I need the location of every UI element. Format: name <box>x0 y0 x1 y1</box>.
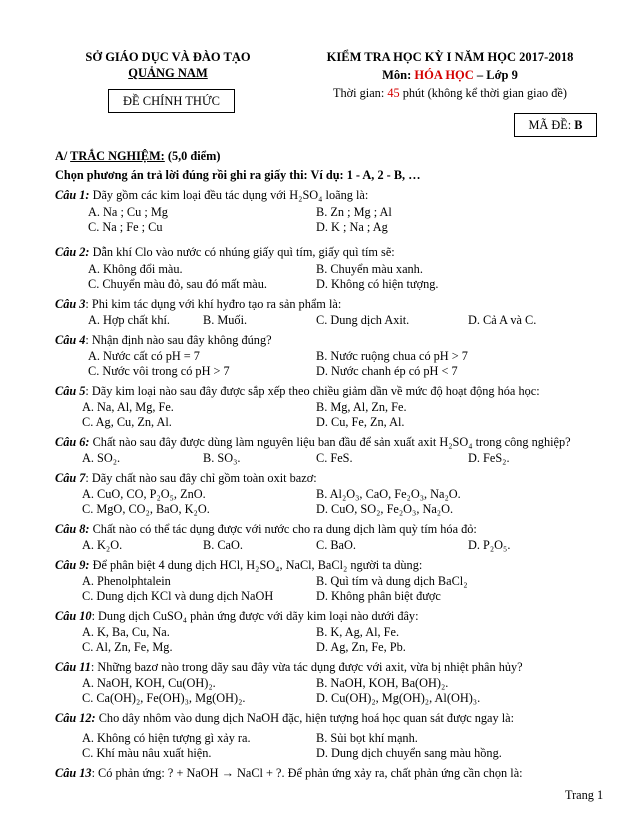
subject-prefix: Môn: <box>382 68 415 82</box>
option-3d: D. Cả A và C. <box>468 313 537 327</box>
time-suffix: phút (không kể thời gian giao đề) <box>399 86 567 100</box>
option-11b: B. NaOH, KOH, Ba(OH)₂. <box>316 676 449 690</box>
option-3a: A. Hợp chất khí. <box>88 313 170 327</box>
official-label: ĐỀ CHÍNH THỨC <box>123 94 220 108</box>
option-9a: A. Phenolphtalein <box>82 574 171 588</box>
subject-line <box>300 68 600 83</box>
question-4: Câu 4: Nhận định nào sau đây không đúng? <box>55 333 272 347</box>
option-6b: B. SO₃. <box>203 451 241 465</box>
option-11d: D. Cu(OH)₂, Mg(OH)₂, Al(OH)₃. <box>316 691 481 705</box>
option-12a: A. Không có hiện tượng gì xảy ra. <box>82 731 251 745</box>
option-7b: B. Al₂O₃, CaO, Fe₂O₃, Na₂O. <box>316 487 461 501</box>
section-title: TRẮC NGHIỆM: <box>70 149 165 163</box>
option-2d: D. Không có hiện tượng. <box>316 277 439 291</box>
option-9d: D. Không phân biệt được <box>316 589 441 603</box>
option-4b: B. Nước ruộng chua có pH > 7 <box>316 349 468 363</box>
option-11a: A. NaOH, KOH, Cu(OH)₂. <box>82 676 216 690</box>
question-11: Câu 11: Những bazơ nào trong dãy sau đây vừa tác dụng được với axit, vừa bị nhiệt phân hủy? <box>55 660 523 674</box>
subject-name: HÓA HỌC <box>414 68 474 82</box>
option-12b: B. Sủi bọt khí mạnh. <box>316 731 418 745</box>
exam-code-label: MÃ ĐỀ: <box>528 118 575 132</box>
question-3: Câu 3: Phi kim tác dụng với khí hyđro tạo ra sản phẩm là: <box>55 297 342 311</box>
section-heading <box>55 149 220 164</box>
option-8c: C. BaO. <box>316 538 356 552</box>
grade: – Lớp 9 <box>473 68 518 82</box>
option-6a: A. SO₂. <box>82 451 121 465</box>
option-6d: D. FeS₂. <box>468 451 510 465</box>
exam-code-value: B <box>574 118 583 132</box>
question-1: Câu 1: Dãy gồm các kim loại đều tác dụng với H₂SO₄ loãng là: <box>55 188 369 202</box>
option-4c: C. Nước vôi trong có pH > 7 <box>88 364 230 378</box>
option-8d: D. P₂O₅. <box>468 538 511 552</box>
exam-code-box <box>514 113 597 137</box>
question-10: Câu 10: Dung dịch CuSO₄ phản ứng được với dãy kim loại nào dưới đây: <box>55 609 419 623</box>
option-2a: A. Không đổi màu. <box>88 262 183 276</box>
department-line1: SỞ GIÁO DỤC VÀ ĐÀO TẠO <box>85 50 251 64</box>
option-5b: B. Mg, Al, Zn, Fe. <box>316 400 407 414</box>
option-5d: D. Cu, Fe, Zn, Al. <box>316 415 405 429</box>
option-7a: A. CuO, CO, P₂O₅, ZnO. <box>82 487 206 501</box>
option-10b: B. K, Ag, Al, Fe. <box>316 625 400 639</box>
option-5c: C. Ag, Cu, Zn, Al. <box>82 415 172 429</box>
option-10a: A. K, Ba, Cu, Na. <box>82 625 170 639</box>
question-12: Câu 12: Cho dây nhôm vào dung dịch NaOH đặc, hiện tượng hoá học quan sát được ngay là: <box>55 711 515 725</box>
option-10d: D. Ag, Zn, Fe, Pb. <box>316 640 406 654</box>
exam-code <box>515 114 596 136</box>
department-line2: QUẢNG NAM <box>128 66 208 80</box>
option-12c: C. Khí màu nâu xuất hiện. <box>82 746 212 760</box>
question-9: Câu 9: Để phân biệt 4 dung dịch HCl, H₂SO₄, NaCl, BaCl₂ người ta dùng: <box>55 558 423 572</box>
option-4a: A. Nước cất có pH = 7 <box>88 349 200 363</box>
question-7: Câu 7: Dãy chất nào sau đây chỉ gồm toàn oxit bazơ: <box>55 471 317 485</box>
option-1a: A. Na ; Cu ; Mg <box>88 205 168 219</box>
exam-title: KIỂM TRA HỌC KỲ I NĂM HỌC 2017-2018 <box>326 50 574 64</box>
option-8a: A. K₂O. <box>82 538 123 552</box>
time-line <box>300 86 600 101</box>
option-9c: C. Dung dịch KCl và dung dịch NaOH <box>82 589 274 603</box>
option-9b: B. Quì tím và dung dịch BaCl₂ <box>316 574 468 588</box>
time-prefix: Thời gian: <box>333 86 388 100</box>
option-7d: D. CuO, SO₂, Fe₂O₃, Na₂O. <box>316 502 454 516</box>
section-instruction: Chọn phương án trả lời đúng rồi ghi ra giấy thi: Ví dụ: 1 - A, 2 - B, … <box>55 168 421 182</box>
option-1b: B. Zn ; Mg ; Al <box>316 205 392 219</box>
section-prefix: A/ <box>55 149 71 163</box>
question-6: Câu 6: Chất nào sau đây được dùng làm nguyên liệu ban đầu để sản xuất axit H₂SO₄ trong công nghiệp? <box>55 435 571 449</box>
option-7c: C. MgO, CO₂, BaO, K₂O. <box>82 502 210 516</box>
option-4d: D. Nước chanh ép có pH < 7 <box>316 364 458 378</box>
option-3b: B. Muối. <box>203 313 248 327</box>
option-12d: D. Dung dịch chuyển sang màu hồng. <box>316 746 502 760</box>
option-2b: B. Chuyển màu xanh. <box>316 262 423 276</box>
option-1c: C. Na ; Fe ; Cu <box>88 220 163 234</box>
option-5a: A. Na, Al, Mg, Fe. <box>82 400 174 414</box>
option-6c: C. FeS. <box>316 451 353 465</box>
question-13: Câu 13: Có phản ứng: ? + NaOH → NaCl + ?. Để phản ứng xảy ra, chất phản ứng cần chọn là: <box>55 766 523 780</box>
time-value: 45 <box>387 86 400 100</box>
option-11c: C. Ca(OH)₂, Fe(OH)₃, Mg(OH)₂. <box>82 691 246 705</box>
official-label-box <box>108 89 235 113</box>
question-2: Câu 2: Dẫn khí Clo vào nước có nhúng giấy quì tím, giấy quì tím sẽ: <box>55 245 395 259</box>
section-points: (5,0 điểm) <box>164 149 221 163</box>
option-1d: D. K ; Na ; Ag <box>316 220 388 234</box>
question-8: Câu 8: Chất nào có thể tác dụng được với nước cho ra dung dịch làm quỳ tím hóa đỏ: <box>55 522 477 536</box>
option-2c: C. Chuyển màu đỏ, sau đó mất màu. <box>88 277 267 291</box>
option-10c: C. Al, Zn, Fe, Mg. <box>82 640 173 654</box>
option-3c: C. Dung dịch Axit. <box>316 313 410 327</box>
question-5: Câu 5: Dãy kim loại nào sau đây được sắp xếp theo chiều giảm dần về mức độ hoạt động hóa học: <box>55 384 540 398</box>
option-8b: B. CaO. <box>203 538 243 552</box>
page-number: Trang 1 <box>565 788 604 802</box>
